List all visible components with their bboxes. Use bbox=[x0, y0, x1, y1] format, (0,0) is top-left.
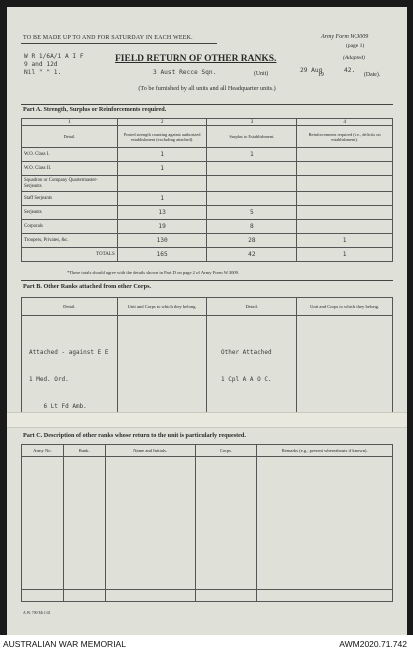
form-title: FIELD RETURN OF OTHER RANKS. bbox=[115, 54, 277, 64]
detail-cell: Corporals bbox=[22, 220, 118, 234]
posted-cell bbox=[117, 176, 207, 192]
column-header: Corps. bbox=[195, 445, 257, 457]
total-surplus: 42 bbox=[207, 248, 297, 262]
strength-row bbox=[22, 176, 393, 192]
posted-cell: 19 bbox=[117, 220, 207, 234]
requested-body-row bbox=[22, 457, 393, 590]
strength-table bbox=[21, 118, 393, 262]
accession-number: AWM2020.71.742 bbox=[339, 639, 407, 649]
top-rule bbox=[21, 43, 217, 44]
attached-entry: 1 Cpl A A O C. bbox=[221, 376, 272, 383]
column-header: Rank. bbox=[63, 445, 105, 457]
date-label: (Date). bbox=[364, 72, 381, 78]
surplus-cell bbox=[207, 192, 297, 206]
surplus-cell: 5 bbox=[207, 206, 297, 220]
column-header: Name and Initials. bbox=[105, 445, 195, 457]
date-typed: 29 Aug bbox=[300, 67, 323, 74]
furnished-note: (To be furnished by all units and all Headquarter units.) bbox=[138, 85, 276, 92]
strength-row bbox=[22, 206, 393, 220]
totals-footnote: *These totals should agree with the details shown in Part D on page 2 of Army Form W.3009. bbox=[67, 270, 240, 275]
requested-header-row bbox=[22, 445, 393, 457]
column-number-row bbox=[22, 119, 393, 126]
requested-footer-row bbox=[22, 590, 393, 602]
reinf-cell bbox=[297, 192, 393, 206]
detail-cell: Serjeants bbox=[22, 206, 118, 220]
column-number: 1 bbox=[22, 119, 118, 126]
attached-entry: Other Attached bbox=[221, 349, 272, 356]
attached-entry: Attached - against E E bbox=[29, 349, 109, 356]
column-header: Unit and Corps to which they belong. bbox=[297, 298, 393, 316]
detail-cell: W.O. Class II. bbox=[22, 162, 118, 176]
surplus-cell bbox=[207, 176, 297, 192]
reference-stamp bbox=[24, 53, 84, 77]
stamp-line: W R 1/6A/1 A I F bbox=[24, 53, 84, 60]
column-header: Surplus to Establishment. bbox=[207, 126, 297, 148]
year-prefix: 19 bbox=[318, 72, 324, 78]
unit-label: (Unit) bbox=[254, 71, 269, 77]
part-b-rule bbox=[21, 280, 393, 281]
column-number: 3 bbox=[207, 119, 297, 126]
stamp-line: Nil " " 1. bbox=[24, 69, 62, 76]
column-header: Army No. bbox=[22, 445, 64, 457]
surplus-cell: 28 bbox=[207, 234, 297, 248]
unit-name: 3 Aust Recce Sqn. bbox=[153, 69, 217, 76]
strength-row bbox=[22, 192, 393, 206]
column-number: 2 bbox=[117, 119, 207, 126]
detail-cell: Squadron or Company Quartermaster-Serjeants bbox=[22, 176, 118, 192]
detail-cell: Troopers, Privates, &c. bbox=[22, 234, 118, 248]
page-ref: (page 1) bbox=[346, 43, 365, 49]
reinf-cell bbox=[297, 220, 393, 234]
column-header: Detail. bbox=[207, 298, 297, 316]
year-typed: 42. bbox=[344, 67, 356, 74]
attached-entry: 6 Lt Fd Amb. bbox=[29, 403, 87, 410]
surplus-cell: 1 bbox=[207, 148, 297, 162]
posted-cell: 1 bbox=[117, 148, 207, 162]
part-a-heading: Part A. Strength, Surplus or Reinforcements required. bbox=[23, 106, 167, 113]
reinf-cell bbox=[297, 206, 393, 220]
detail-cell: Staff Serjeants bbox=[22, 192, 118, 206]
total-posted: 165 bbox=[117, 248, 207, 262]
top-instruction: TO BE MADE UP TO AND FOR SATURDAY IN EACH WEEK. bbox=[23, 35, 193, 41]
attached-entry: 1 Med. Ord. bbox=[29, 376, 69, 383]
reinf-cell bbox=[297, 162, 393, 176]
attached-right-entries bbox=[221, 330, 272, 402]
reinf-cell bbox=[297, 148, 393, 162]
reinf-cell bbox=[297, 176, 393, 192]
surplus-cell bbox=[207, 162, 297, 176]
posted-cell: 1 bbox=[117, 192, 207, 206]
column-header: Remarks (e.g., present whereabouts if known). bbox=[257, 445, 393, 457]
requested-table bbox=[21, 444, 393, 602]
posted-cell: 130 bbox=[117, 234, 207, 248]
column-header: Detail. bbox=[22, 126, 118, 148]
total-reinf: 1 bbox=[297, 248, 393, 262]
form-code: A.W. 700 Mt 1/41 bbox=[23, 611, 51, 615]
attached-header-row bbox=[22, 298, 393, 316]
part-b-heading: Part B. Other Ranks attached from other Corps. bbox=[23, 283, 152, 290]
surplus-cell: 8 bbox=[207, 220, 297, 234]
archive-footer bbox=[0, 635, 413, 653]
posted-cell: 1 bbox=[117, 162, 207, 176]
archive-name: AUSTRALIAN WAR MEMORIAL bbox=[3, 639, 126, 649]
totals-label: TOTALS bbox=[22, 248, 118, 262]
column-header: Reinforcements required (i.e., deficits on establishment). bbox=[297, 126, 393, 148]
column-header-row bbox=[22, 126, 393, 148]
posted-cell: 13 bbox=[117, 206, 207, 220]
part-a-rule bbox=[21, 104, 393, 105]
column-number: 4 bbox=[297, 119, 393, 126]
column-header: Unit and Corps to which they belong. bbox=[117, 298, 207, 316]
form-sheet bbox=[7, 7, 407, 635]
army-form-number: Army Form W.3009 bbox=[321, 34, 369, 40]
strength-row bbox=[22, 148, 393, 162]
strength-row bbox=[22, 234, 393, 248]
strength-row bbox=[22, 162, 393, 176]
part-c-heading: Part C. Description of other ranks whose return to the unit is particularly requested. bbox=[23, 432, 246, 439]
reinf-cell: 1 bbox=[297, 234, 393, 248]
fold-tape bbox=[7, 412, 407, 428]
strength-rows bbox=[22, 148, 393, 248]
column-header: Posted strength counting against authorized establishment (excluding attached). bbox=[117, 126, 207, 148]
column-header: Detail. bbox=[22, 298, 118, 316]
adapted-label: (Adapted) bbox=[343, 55, 365, 61]
detail-cell: W.O. Class I. bbox=[22, 148, 118, 162]
strength-row bbox=[22, 220, 393, 234]
stamp-line: 9 and 12d bbox=[24, 61, 58, 68]
totals-row bbox=[22, 248, 393, 262]
